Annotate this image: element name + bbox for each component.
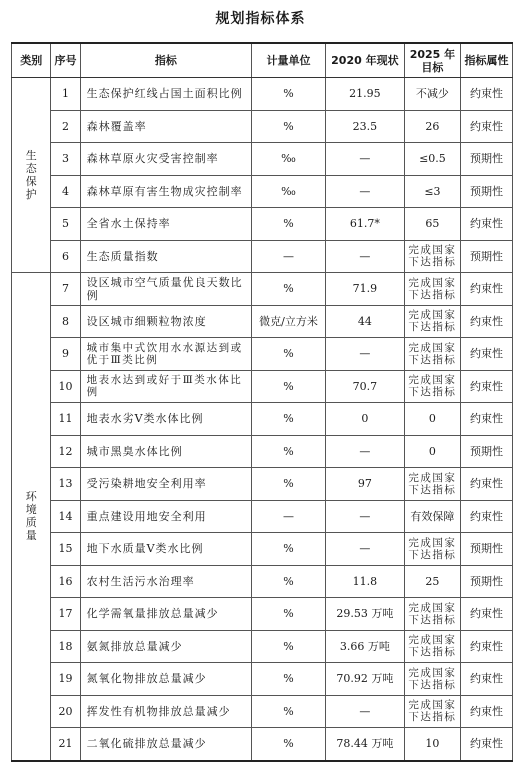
value-2020-cell: 11.8 <box>325 565 404 598</box>
row-number-cell: 14 <box>51 500 80 533</box>
target-2025-cell: ≤3 <box>404 175 460 208</box>
attribute-cell: 约束性 <box>460 403 512 436</box>
target-2025-cell: 不减少 <box>404 78 460 111</box>
header-2020: 2020 年现状 <box>325 43 404 78</box>
target-2025-cell: 完成国家下达指标 <box>404 663 460 696</box>
table-row <box>12 435 513 468</box>
indicator-cell: 森林草原火灾受害控制率 <box>80 143 252 176</box>
row-number-cell: 12 <box>51 435 80 468</box>
indicator-cell: 森林覆盖率 <box>80 110 252 143</box>
row-number-cell: 7 <box>51 273 80 306</box>
indicator-cell: 化学需氧量排放总量减少 <box>80 598 252 631</box>
row-number-cell: 8 <box>51 305 80 338</box>
row-number-cell: 18 <box>51 630 80 663</box>
unit-cell: % <box>252 533 326 566</box>
header-no: 序号 <box>51 43 80 78</box>
attribute-cell: 约束性 <box>460 110 512 143</box>
table-row <box>12 370 513 403</box>
indicator-cell: 城市集中式饮用水水源达到或优于Ⅲ类比例 <box>80 338 252 371</box>
table-row <box>12 695 513 728</box>
value-2020-cell: — <box>325 143 404 176</box>
attribute-cell: 约束性 <box>460 663 512 696</box>
page-title: 规划指标体系 <box>215 11 306 27</box>
indicator-cell: 设区城市细颗粒物浓度 <box>80 305 252 338</box>
unit-cell: % <box>252 728 326 761</box>
attribute-cell: 约束性 <box>460 338 512 371</box>
target-2025-cell: 25 <box>404 565 460 598</box>
attribute-cell: 约束性 <box>460 695 512 728</box>
unit-cell: ‰ <box>252 143 326 176</box>
header-indicator: 指标 <box>80 43 252 78</box>
table-row <box>12 143 513 176</box>
unit-cell: % <box>252 630 326 663</box>
header-attribute: 指标属性 <box>460 43 512 78</box>
value-2020-cell: 44 <box>325 305 404 338</box>
target-2025-cell: 完成国家下达指标 <box>404 240 460 273</box>
row-number-cell: 10 <box>51 370 80 403</box>
indicator-cell: 二氧化硫排放总量减少 <box>80 728 252 761</box>
unit-cell: % <box>252 110 326 143</box>
indicator-cell: 地表水劣Ⅴ类水体比例 <box>80 403 252 436</box>
indicator-cell: 受污染耕地安全利用率 <box>80 468 252 501</box>
header-unit: 计量单位 <box>252 43 326 78</box>
table-row <box>12 208 513 241</box>
category-cell: 环境质量 <box>12 273 51 761</box>
value-2020-cell: — <box>325 240 404 273</box>
target-2025-cell: 完成国家下达指标 <box>404 370 460 403</box>
header-2025: 2025 年目标 <box>404 43 460 78</box>
row-number-cell: 19 <box>51 663 80 696</box>
unit-cell: % <box>252 78 326 111</box>
unit-cell: % <box>252 338 326 371</box>
unit-cell: % <box>252 663 326 696</box>
category-cell: 生态保护 <box>12 78 51 273</box>
value-2020-cell: 21.95 <box>325 78 404 111</box>
target-2025-cell: ≤0.5 <box>404 143 460 176</box>
target-2025-cell: 完成国家下达指标 <box>404 338 460 371</box>
table-row <box>12 598 513 631</box>
indicator-cell: 设区城市空气质量优良天数比例 <box>80 273 252 306</box>
table-row <box>12 338 513 371</box>
unit-cell: — <box>252 500 326 533</box>
unit-cell: % <box>252 208 326 241</box>
header-row <box>12 43 513 78</box>
attribute-cell: 预期性 <box>460 565 512 598</box>
unit-cell: % <box>252 695 326 728</box>
row-number-cell: 15 <box>51 533 80 566</box>
value-2020-cell: 97 <box>325 468 404 501</box>
row-number-cell: 1 <box>51 78 80 111</box>
value-2020-cell: 70.92 万吨 <box>325 663 404 696</box>
attribute-cell: 约束性 <box>460 728 512 761</box>
target-2025-cell: 完成国家下达指标 <box>404 630 460 663</box>
indicator-cell: 森林草原有害生物成灾控制率 <box>80 175 252 208</box>
value-2020-cell: 70.7 <box>325 370 404 403</box>
value-2020-cell: — <box>325 175 404 208</box>
attribute-cell: 约束性 <box>460 500 512 533</box>
unit-cell: ‰ <box>252 175 326 208</box>
indicator-cell: 挥发性有机物排放总量减少 <box>80 695 252 728</box>
attribute-cell: 约束性 <box>460 305 512 338</box>
table-row <box>12 565 513 598</box>
attribute-cell: 约束性 <box>460 208 512 241</box>
value-2020-cell: 29.53 万吨 <box>325 598 404 631</box>
indicator-table <box>11 42 513 762</box>
unit-cell: % <box>252 565 326 598</box>
attribute-cell: 预期性 <box>460 240 512 273</box>
header-category: 类别 <box>12 43 51 78</box>
unit-cell: — <box>252 240 326 273</box>
indicator-cell: 地下水质量Ⅴ类水比例 <box>80 533 252 566</box>
value-2020-cell: 23.5 <box>325 110 404 143</box>
target-2025-cell: 完成国家下达指标 <box>404 695 460 728</box>
indicator-cell: 全省水土保持率 <box>80 208 252 241</box>
table-row <box>12 500 513 533</box>
unit-cell: % <box>252 403 326 436</box>
value-2020-cell: — <box>325 500 404 533</box>
target-2025-cell: 有效保障 <box>404 500 460 533</box>
attribute-cell: 约束性 <box>460 370 512 403</box>
value-2020-cell: 78.44 万吨 <box>325 728 404 761</box>
indicator-cell: 重点建设用地安全利用 <box>80 500 252 533</box>
table-row <box>12 663 513 696</box>
table-row <box>12 630 513 663</box>
attribute-cell: 约束性 <box>460 273 512 306</box>
indicator-cell: 氮氧化物排放总量减少 <box>80 663 252 696</box>
table-row <box>12 728 513 761</box>
row-number-cell: 16 <box>51 565 80 598</box>
row-number-cell: 21 <box>51 728 80 761</box>
table-row <box>12 78 513 111</box>
unit-cell: % <box>252 273 326 306</box>
unit-cell: % <box>252 468 326 501</box>
table-row <box>12 533 513 566</box>
value-2020-cell: 61.7* <box>325 208 404 241</box>
target-2025-cell: 完成国家下达指标 <box>404 273 460 306</box>
row-number-cell: 13 <box>51 468 80 501</box>
value-2020-cell: 3.66 万吨 <box>325 630 404 663</box>
row-number-cell: 11 <box>51 403 80 436</box>
attribute-cell: 预期性 <box>460 533 512 566</box>
table-row <box>12 110 513 143</box>
row-number-cell: 9 <box>51 338 80 371</box>
value-2020-cell: — <box>325 338 404 371</box>
target-2025-cell: 完成国家下达指标 <box>404 598 460 631</box>
attribute-cell: 约束性 <box>460 598 512 631</box>
table-row <box>12 175 513 208</box>
value-2020-cell: — <box>325 533 404 566</box>
value-2020-cell: — <box>325 695 404 728</box>
attribute-cell: 预期性 <box>460 175 512 208</box>
target-2025-cell: 26 <box>404 110 460 143</box>
indicator-cell: 城市黑臭水体比例 <box>80 435 252 468</box>
row-number-cell: 6 <box>51 240 80 273</box>
unit-cell: % <box>252 370 326 403</box>
row-number-cell: 3 <box>51 143 80 176</box>
attribute-cell: 约束性 <box>460 468 512 501</box>
table-row <box>12 305 513 338</box>
attribute-cell: 预期性 <box>460 435 512 468</box>
target-2025-cell: 完成国家下达指标 <box>404 468 460 501</box>
row-number-cell: 17 <box>51 598 80 631</box>
target-2025-cell: 10 <box>404 728 460 761</box>
attribute-cell: 约束性 <box>460 78 512 111</box>
value-2020-cell: 0 <box>325 403 404 436</box>
attribute-cell: 约束性 <box>460 630 512 663</box>
row-number-cell: 4 <box>51 175 80 208</box>
row-number-cell: 5 <box>51 208 80 241</box>
value-2020-cell: — <box>325 435 404 468</box>
row-number-cell: 2 <box>51 110 80 143</box>
unit-cell: 微克/立方米 <box>252 305 326 338</box>
target-2025-cell: 0 <box>404 435 460 468</box>
indicator-cell: 农村生活污水治理率 <box>80 565 252 598</box>
target-2025-cell: 65 <box>404 208 460 241</box>
unit-cell: % <box>252 598 326 631</box>
row-number-cell: 20 <box>51 695 80 728</box>
indicator-cell: 生态保护红线占国土面积比例 <box>80 78 252 111</box>
target-2025-cell: 完成国家下达指标 <box>404 533 460 566</box>
table-row <box>12 403 513 436</box>
table-row <box>12 240 513 273</box>
target-2025-cell: 完成国家下达指标 <box>404 305 460 338</box>
indicator-cell: 生态质量指数 <box>80 240 252 273</box>
table-row <box>12 468 513 501</box>
attribute-cell: 预期性 <box>460 143 512 176</box>
indicator-cell: 地表水达到或好于Ⅲ类水体比例 <box>80 370 252 403</box>
target-2025-cell: 0 <box>404 403 460 436</box>
table-row <box>12 273 513 306</box>
value-2020-cell: 71.9 <box>325 273 404 306</box>
indicator-cell: 氨氮排放总量减少 <box>80 630 252 663</box>
unit-cell: % <box>252 435 326 468</box>
